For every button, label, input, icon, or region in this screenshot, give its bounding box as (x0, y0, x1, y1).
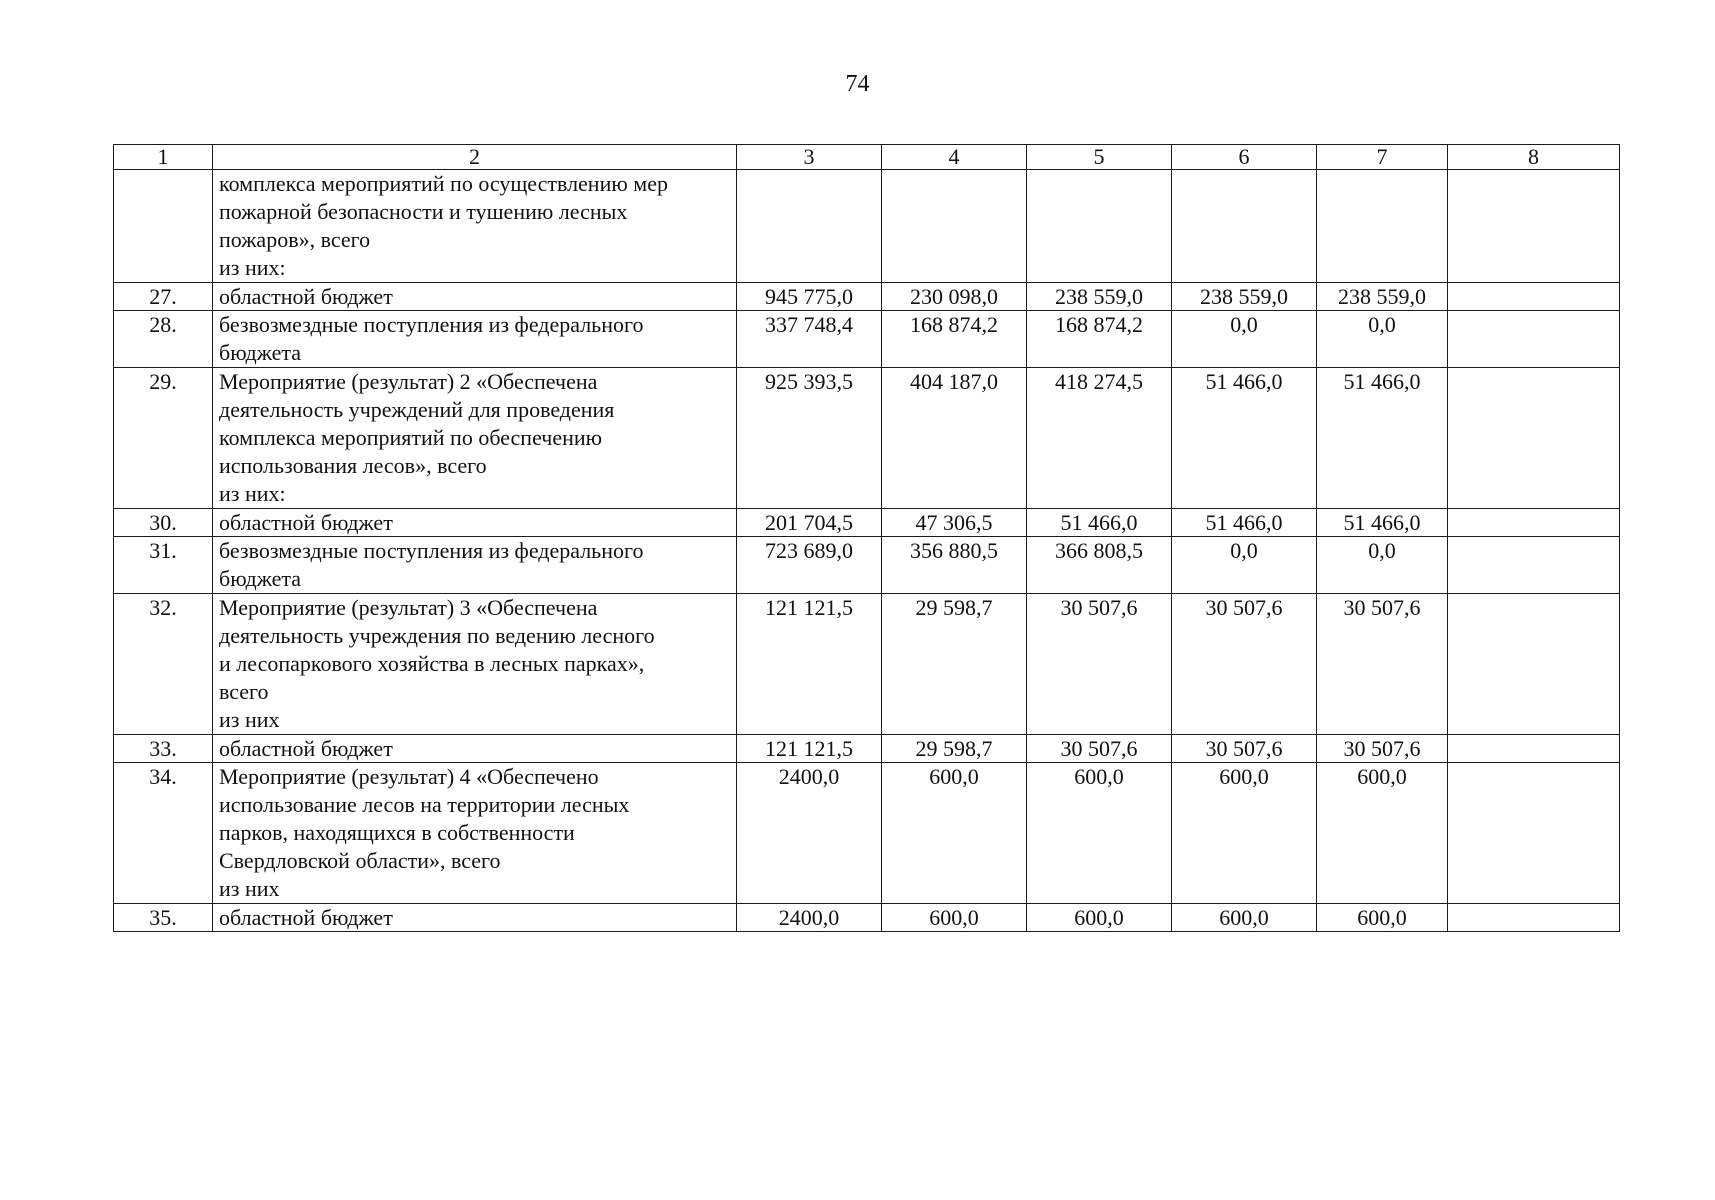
header-cell: 2 (213, 145, 737, 170)
row-number: 34. (114, 763, 213, 904)
value-cell-col-3 (737, 170, 882, 283)
header-cell: 6 (1172, 145, 1317, 170)
value-cell-col-7: 0,0 (1317, 311, 1448, 368)
row-description (213, 509, 737, 537)
description-line: всего (219, 679, 269, 704)
description-line: деятельность учреждений для проведения (219, 397, 615, 422)
description-line: пожаров», всего (219, 227, 371, 252)
value-cell-col-7: 30 507,6 (1317, 594, 1448, 735)
value-cell-col-7: 600,0 (1317, 904, 1448, 932)
row-description (213, 735, 737, 763)
value-cell-col-6: 0,0 (1172, 537, 1317, 594)
header-cell: 4 (882, 145, 1027, 170)
description-line: из них: (219, 255, 286, 280)
value-cell-col-3: 945 775,0 (737, 283, 882, 311)
row-number: 35. (114, 904, 213, 932)
value-cell-col-5: 418 274,5 (1027, 368, 1172, 509)
value-cell-col-4: 600,0 (882, 904, 1027, 932)
description-line: использование лесов на территории лесных (219, 792, 630, 817)
value-cell-col-8 (1448, 311, 1620, 368)
description-line: комплекса мероприятий по осуществлению мер (219, 171, 668, 196)
row-number: 28. (114, 311, 213, 368)
value-cell-col-5 (1027, 170, 1172, 283)
value-cell-col-3: 337 748,4 (737, 311, 882, 368)
header-cell: 1 (114, 145, 213, 170)
description-line: парков, находящихся в собственности (219, 820, 575, 845)
table-row (114, 763, 1620, 904)
value-cell-col-4: 29 598,7 (882, 735, 1027, 763)
value-cell-col-5: 366 808,5 (1027, 537, 1172, 594)
value-cell-col-6: 600,0 (1172, 763, 1317, 904)
row-description (213, 368, 737, 509)
row-number: 31. (114, 537, 213, 594)
value-cell-col-7: 51 466,0 (1317, 509, 1448, 537)
row-description (213, 904, 737, 932)
value-cell-col-8 (1448, 170, 1620, 283)
value-cell-col-6: 0,0 (1172, 311, 1317, 368)
description-line: бюджета (219, 566, 302, 591)
header-cell: 7 (1317, 145, 1448, 170)
row-description (213, 594, 737, 735)
value-cell-col-5: 600,0 (1027, 763, 1172, 904)
header-cell: 3 (737, 145, 882, 170)
value-cell-col-7: 0,0 (1317, 537, 1448, 594)
value-cell-col-5: 168 874,2 (1027, 311, 1172, 368)
row-description (213, 170, 737, 283)
value-cell-col-3: 2400,0 (737, 763, 882, 904)
row-description (213, 311, 737, 368)
table-row (114, 283, 1620, 311)
header-row (114, 145, 1620, 170)
value-cell-col-5: 30 507,6 (1027, 594, 1172, 735)
value-cell-col-7: 600,0 (1317, 763, 1448, 904)
value-cell-col-4: 230 098,0 (882, 283, 1027, 311)
value-cell-col-3: 201 704,5 (737, 509, 882, 537)
description-line: Мероприятие (результат) 3 «Обеспечена (219, 595, 598, 620)
row-number: 29. (114, 368, 213, 509)
value-cell-col-7: 238 559,0 (1317, 283, 1448, 311)
row-number: 33. (114, 735, 213, 763)
table-row (114, 368, 1620, 509)
value-cell-col-8 (1448, 763, 1620, 904)
table-row (114, 904, 1620, 932)
value-cell-col-8 (1448, 509, 1620, 537)
table-row (114, 311, 1620, 368)
value-cell-col-6 (1172, 170, 1317, 283)
description-line: областной бюджет (219, 736, 393, 761)
value-cell-col-5: 51 466,0 (1027, 509, 1172, 537)
description-line: и лесопаркового хозяйства в лесных парках», (219, 651, 645, 676)
description-line: бюджета (219, 340, 302, 365)
row-number: 30. (114, 509, 213, 537)
value-cell-col-8 (1448, 537, 1620, 594)
description-line: безвозмездные поступления из федерального (219, 538, 644, 563)
value-cell-col-5: 238 559,0 (1027, 283, 1172, 311)
value-cell-col-3: 121 121,5 (737, 594, 882, 735)
description-line: из них (219, 876, 280, 901)
row-description (213, 763, 737, 904)
table-row (114, 735, 1620, 763)
value-cell-col-4: 47 306,5 (882, 509, 1027, 537)
value-cell-col-3: 723 689,0 (737, 537, 882, 594)
header-cell: 8 (1448, 145, 1620, 170)
value-cell-col-3: 121 121,5 (737, 735, 882, 763)
value-cell-col-7 (1317, 170, 1448, 283)
value-cell-col-6: 51 466,0 (1172, 368, 1317, 509)
description-line: из них: (219, 481, 286, 506)
description-line: областной бюджет (219, 510, 393, 535)
value-cell-col-6: 30 507,6 (1172, 594, 1317, 735)
page-number: 74 (845, 71, 870, 97)
value-cell-col-6: 51 466,0 (1172, 509, 1317, 537)
value-cell-col-4 (882, 170, 1027, 283)
header-cell: 5 (1027, 145, 1172, 170)
description-line: пожарной безопасности и тушению лесных (219, 199, 628, 224)
budget-table (113, 144, 1620, 932)
description-line: комплекса мероприятий по обеспечению (219, 425, 603, 450)
description-line: областной бюджет (219, 905, 393, 930)
value-cell-col-4: 404 187,0 (882, 368, 1027, 509)
value-cell-col-5: 30 507,6 (1027, 735, 1172, 763)
value-cell-col-8 (1448, 368, 1620, 509)
description-line: областной бюджет (219, 284, 393, 309)
value-cell-col-3: 925 393,5 (737, 368, 882, 509)
value-cell-col-8 (1448, 594, 1620, 735)
value-cell-col-4: 356 880,5 (882, 537, 1027, 594)
table-row (114, 509, 1620, 537)
table-row (114, 170, 1620, 283)
description-line: Свердловской области», всего (219, 848, 501, 873)
value-cell-col-8 (1448, 735, 1620, 763)
description-line: Мероприятие (результат) 4 «Обеспечено (219, 764, 599, 789)
value-cell-col-6: 30 507,6 (1172, 735, 1317, 763)
value-cell-col-8 (1448, 904, 1620, 932)
table-body (114, 145, 1620, 932)
value-cell-col-3: 2400,0 (737, 904, 882, 932)
value-cell-col-6: 600,0 (1172, 904, 1317, 932)
row-number: 32. (114, 594, 213, 735)
value-cell-col-4: 168 874,2 (882, 311, 1027, 368)
description-line: Мероприятие (результат) 2 «Обеспечена (219, 369, 598, 394)
description-line: использования лесов», всего (219, 453, 487, 478)
value-cell-col-8 (1448, 283, 1620, 311)
value-cell-col-5: 600,0 (1027, 904, 1172, 932)
description-line: из них (219, 707, 280, 732)
description-line: безвозмездные поступления из федерального (219, 312, 644, 337)
row-description (213, 283, 737, 311)
value-cell-col-6: 238 559,0 (1172, 283, 1317, 311)
row-number: 27. (114, 283, 213, 311)
row-description (213, 537, 737, 594)
description-line: деятельность учреждения по ведению лесного (219, 623, 655, 648)
value-cell-col-4: 600,0 (882, 763, 1027, 904)
value-cell-col-7: 51 466,0 (1317, 368, 1448, 509)
table-row (114, 537, 1620, 594)
value-cell-col-7: 30 507,6 (1317, 735, 1448, 763)
row-number (114, 170, 213, 283)
value-cell-col-4: 29 598,7 (882, 594, 1027, 735)
table-row (114, 594, 1620, 735)
